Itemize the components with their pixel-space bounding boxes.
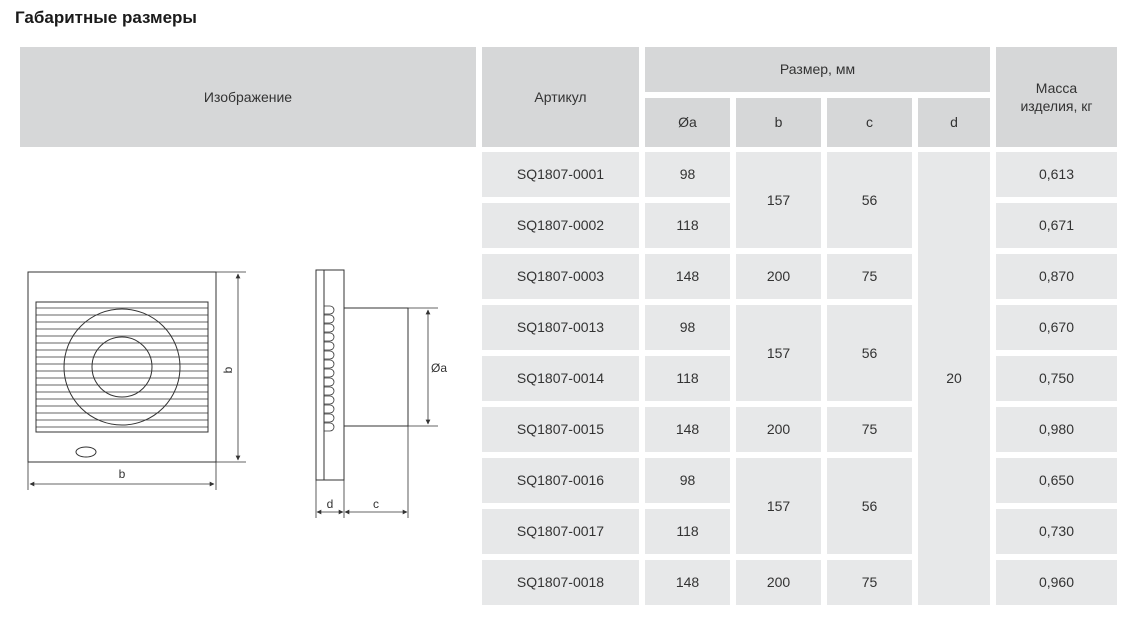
side-duct — [344, 308, 408, 426]
article-value: SQ1807-0001 — [516, 166, 605, 183]
mass-value: 0,613 — [1038, 166, 1075, 183]
table-cell-b — [736, 560, 821, 605]
side-view — [316, 270, 408, 480]
table-cell-d-merged — [918, 152, 990, 605]
mass-value: 0,750 — [1038, 370, 1075, 387]
front-inner-circle — [92, 337, 152, 397]
c-value: 75 — [861, 268, 878, 285]
header-article-label: Артикул — [534, 88, 587, 105]
table-cell-a — [645, 254, 730, 299]
table-cell-mass — [996, 407, 1117, 452]
a-value: 118 — [676, 217, 699, 234]
header-a-label: Øa — [678, 114, 697, 131]
mass-value: 0,671 — [1038, 217, 1075, 234]
front-outer-circle — [64, 309, 180, 425]
header-b-label: b — [774, 114, 783, 131]
table-cell-mass — [996, 254, 1117, 299]
front-view — [28, 272, 216, 462]
a-value: 98 — [679, 319, 696, 336]
table-cell-a — [645, 560, 730, 605]
table-cell-c — [827, 254, 912, 299]
dimension-drawing — [20, 262, 460, 532]
table-cell-article — [482, 356, 639, 401]
a-value: 118 — [676, 370, 699, 387]
table-cell-b — [736, 254, 821, 299]
article-value: SQ1807-0017 — [516, 523, 605, 540]
front-switch-hole — [76, 447, 96, 457]
mass-value: 0,650 — [1038, 472, 1075, 489]
side-front-plate — [316, 270, 344, 480]
header-c-label: c — [866, 114, 873, 131]
c-value: 56 — [861, 497, 878, 514]
a-value: 148 — [675, 421, 700, 438]
table-cell-b-merged — [736, 458, 821, 554]
table-cell-mass — [996, 203, 1117, 248]
table-cell-a — [645, 203, 730, 248]
header-a — [645, 98, 730, 147]
header-image-label: Изображение — [203, 88, 293, 105]
c-value: 56 — [861, 191, 878, 208]
table-cell-a — [645, 509, 730, 554]
table-cell-a — [645, 152, 730, 197]
table-cell-c-merged — [827, 305, 912, 401]
front-grille-slats — [36, 308, 208, 427]
header-d-label: d — [950, 114, 958, 131]
mass-value: 0,730 — [1038, 523, 1075, 540]
label-d: d — [326, 497, 334, 511]
article-value: SQ1807-0014 — [516, 370, 605, 387]
table-cell-article — [482, 509, 639, 554]
table-cell-article — [482, 560, 639, 605]
d-value: 20 — [946, 370, 962, 387]
table-cell-a — [645, 356, 730, 401]
table-cell-c-merged — [827, 152, 912, 248]
header-mass-label: Масса изделия, кг — [1020, 79, 1093, 114]
label-a: Øa — [431, 361, 448, 375]
article-value: SQ1807-0016 — [516, 472, 605, 489]
article-value: SQ1807-0002 — [516, 217, 605, 234]
a-value: 118 — [676, 523, 699, 540]
b-value: 200 — [766, 268, 791, 285]
article-value: SQ1807-0013 — [516, 319, 605, 336]
header-image — [20, 47, 476, 147]
mass-value: 0,980 — [1038, 421, 1075, 438]
table-cell-mass — [996, 305, 1117, 350]
header-mass — [996, 47, 1117, 147]
b-value: 200 — [766, 574, 791, 591]
header-b — [736, 98, 821, 147]
table-cell-mass — [996, 458, 1117, 503]
page-title: Габаритные размеры — [15, 8, 197, 27]
header-article — [482, 47, 639, 147]
c-value: 75 — [861, 421, 878, 438]
side-fins — [324, 306, 334, 431]
b-value: 157 — [766, 344, 791, 361]
article-value: SQ1807-0015 — [516, 421, 605, 438]
table-cell-article — [482, 203, 639, 248]
table-cell-b-merged — [736, 305, 821, 401]
table-cell-c-merged — [827, 458, 912, 554]
table-cell-c — [827, 407, 912, 452]
c-value: 56 — [861, 344, 878, 361]
a-value: 98 — [679, 472, 696, 489]
c-value: 75 — [861, 574, 878, 591]
table-cell-b — [736, 407, 821, 452]
mass-value: 0,960 — [1038, 574, 1075, 591]
front-inner-grille — [36, 302, 208, 432]
a-value: 148 — [675, 574, 700, 591]
table-cell-b-merged — [736, 152, 821, 248]
b-value: 157 — [766, 497, 791, 514]
b-value: 157 — [766, 191, 791, 208]
label-c: c — [373, 497, 379, 511]
header-size — [645, 47, 990, 92]
a-value: 148 — [675, 268, 700, 285]
mass-value: 0,670 — [1038, 319, 1075, 336]
front-outer-frame — [28, 272, 216, 462]
article-value: SQ1807-0003 — [516, 268, 605, 285]
table-cell-mass — [996, 356, 1117, 401]
table-cell-c — [827, 560, 912, 605]
a-value: 98 — [679, 166, 696, 183]
table-cell-article — [482, 458, 639, 503]
header-d — [918, 98, 990, 147]
table-cell-mass — [996, 509, 1117, 554]
article-value: SQ1807-0018 — [516, 574, 605, 591]
table-cell-a — [645, 407, 730, 452]
header-c — [827, 98, 912, 147]
label-b-side: b — [221, 366, 235, 374]
b-value: 200 — [766, 421, 791, 438]
table-cell-mass — [996, 152, 1117, 197]
table-cell-a — [645, 458, 730, 503]
header-size-label: Размер, мм — [779, 61, 856, 78]
table-cell-article — [482, 305, 639, 350]
table-cell-article — [482, 254, 639, 299]
table-cell-a — [645, 305, 730, 350]
table-cell-article — [482, 407, 639, 452]
table-cell-article — [482, 152, 639, 197]
mass-value: 0,870 — [1038, 268, 1075, 285]
table-cell-mass — [996, 560, 1117, 605]
label-b-bottom: b — [118, 467, 126, 481]
